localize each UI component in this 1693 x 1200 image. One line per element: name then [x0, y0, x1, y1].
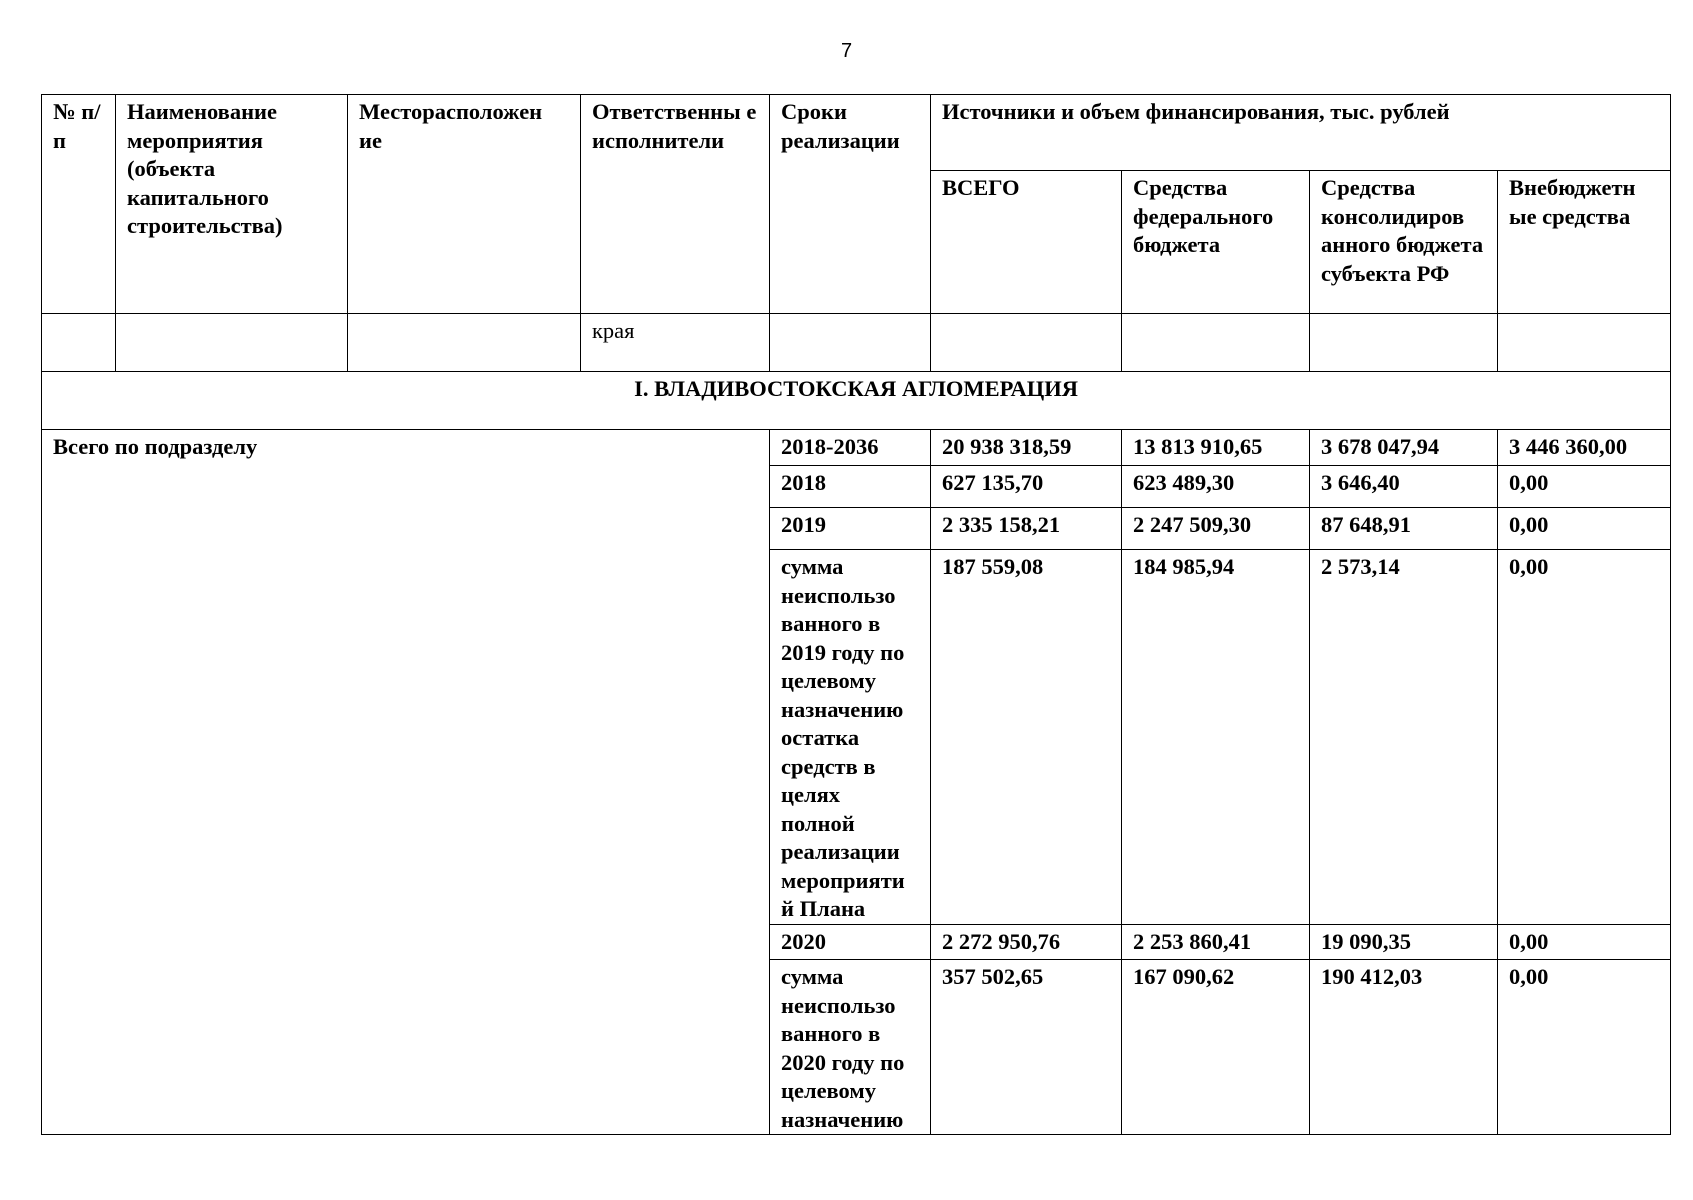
row-period: 2020 — [770, 925, 931, 960]
page-number: 7 — [840, 40, 853, 62]
row-federal: 623 489,30 — [1122, 466, 1310, 508]
cont-name — [116, 314, 348, 372]
cont-location — [348, 314, 581, 372]
continuation-row — [42, 314, 1671, 372]
header-funding-group: Источники и объем финансирования, тыс. рублей — [931, 95, 1671, 171]
header-num: № п/п — [42, 95, 116, 314]
subtotal-label: Всего по подразделу — [42, 430, 770, 1135]
row-consolidated: 3 678 047,94 — [1310, 430, 1498, 466]
row-total: 20 938 318,59 — [931, 430, 1122, 466]
row-total: 627 135,70 — [931, 466, 1122, 508]
header-period: Сроки реализации — [770, 95, 931, 314]
cont-period — [770, 314, 931, 372]
row-federal: 184 985,94 — [1122, 550, 1310, 925]
row-period: сумма неиспользо ванного в 2020 году по целевому назначению — [770, 960, 931, 1135]
section-title: I. ВЛАДИВОСТОКСКАЯ АГЛОМЕРАЦИЯ — [42, 372, 1671, 430]
row-consolidated: 19 090,35 — [1310, 925, 1498, 960]
row-extra: 3 446 360,00 — [1498, 430, 1671, 466]
row-total: 2 272 950,76 — [931, 925, 1122, 960]
cont-responsible: края — [581, 314, 770, 372]
row-consolidated: 87 648,91 — [1310, 508, 1498, 550]
cont-consolidated — [1310, 314, 1498, 372]
header-name: Наименование мероприятия (объекта капитального строительства) — [116, 95, 348, 314]
row-period: 2019 — [770, 508, 931, 550]
table-row — [42, 430, 1671, 466]
funding-table — [41, 94, 1671, 1135]
row-consolidated: 2 573,14 — [1310, 550, 1498, 925]
header-responsible: Ответственны е исполнители — [581, 95, 770, 314]
header-total: ВСЕГО — [931, 171, 1122, 314]
cont-num — [42, 314, 116, 372]
row-total: 187 559,08 — [931, 550, 1122, 925]
row-extra: 0,00 — [1498, 466, 1671, 508]
header-consolidated: Средства консолидиров анного бюджета субъекта РФ — [1310, 171, 1498, 314]
row-period: 2018-2036 — [770, 430, 931, 466]
row-period: сумма неиспользо ванного в 2019 году по целевому назначению остатка средств в целях полной реализации мероприяти й Плана — [770, 550, 931, 925]
header-extra: Внебюджетн ые средства — [1498, 171, 1671, 314]
row-consolidated: 190 412,03 — [1310, 960, 1498, 1135]
header-row-1 — [42, 95, 1671, 171]
row-extra: 0,00 — [1498, 960, 1671, 1135]
row-consolidated: 3 646,40 — [1310, 466, 1498, 508]
row-extra: 0,00 — [1498, 925, 1671, 960]
header-federal: Средства федерального бюджета — [1122, 171, 1310, 314]
cont-extra — [1498, 314, 1671, 372]
row-total: 2 335 158,21 — [931, 508, 1122, 550]
row-federal: 167 090,62 — [1122, 960, 1310, 1135]
cont-federal — [1122, 314, 1310, 372]
row-total: 357 502,65 — [931, 960, 1122, 1135]
row-extra: 0,00 — [1498, 550, 1671, 925]
cont-total — [931, 314, 1122, 372]
header-location: Месторасположен ие — [348, 95, 581, 314]
row-federal: 13 813 910,65 — [1122, 430, 1310, 466]
row-period: 2018 — [770, 466, 931, 508]
row-extra: 0,00 — [1498, 508, 1671, 550]
row-federal: 2 253 860,41 — [1122, 925, 1310, 960]
row-federal: 2 247 509,30 — [1122, 508, 1310, 550]
section-row — [42, 372, 1671, 430]
